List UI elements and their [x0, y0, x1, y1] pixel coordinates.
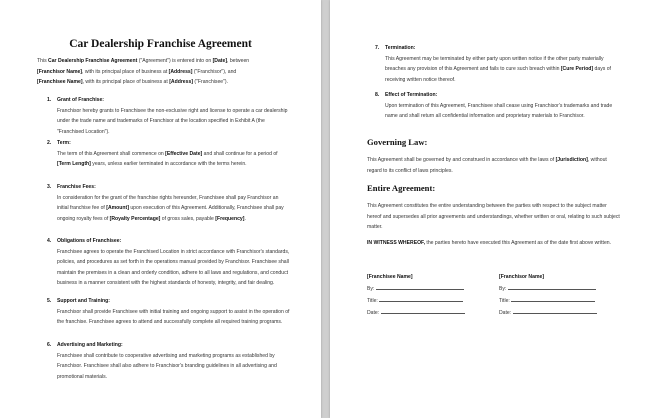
- royalty-placeholder: [Royalty Percentage]: [109, 215, 161, 222]
- section-body: In consideration for the grant of the franchise rights hereunder, Franchisee shall pay Franchisor an initial franchise fee of [Amount] upon execution of this Agreement. Additionally, Franchisee shall pay ongoing royalty fees of [Royalty Percentage] of gross sales, payable [Frequency].: [57, 194, 284, 222]
- document-page-1: [0, 0, 321, 418]
- section-effect-of-termination: [375, 90, 623, 122]
- section-body: This Agreement may be terminated by either party upon written notice if the other party materially breaches any provision of this Agreement and fails to cure such breach within [Cure Period] days of receiving written notice thereof.: [385, 55, 611, 83]
- intro-paragraph: [37, 56, 287, 88]
- effective-date-placeholder: [Effective Date]: [165, 150, 203, 157]
- section-number: 8.: [375, 92, 380, 98]
- intro-text: This: [37, 58, 49, 64]
- section-body: Franchisor shall provide Franchisee with initial training and ongoing support to assist in the operation of the franchise. Franchisee agrees to attend and successfully complete all required training programs.: [57, 308, 290, 326]
- section-number: 2.: [47, 140, 52, 146]
- franchisor-name-placeholder: [Franchisor Name]: [37, 68, 83, 75]
- signature-date-line[interactable]: Date:: [499, 307, 597, 319]
- section-heading: Advertising and Marketing:: [57, 342, 123, 348]
- section-body: Upon termination of this Agreement, Franchisee shall cease using Franchisor's trademarks and trade name and shall return all confidential information and proprietary materials to Franchisor.: [385, 102, 613, 120]
- signature-title-line[interactable]: Title:: [499, 295, 597, 307]
- section-body: Franchisee agrees to operate the Franchised Location in strict accordance with Franchisor's standards, policies, and procedures as set forth in the operations manual provided by Franchisor. Franchisee shall maintain the premises in a clean and orderly condition, adhere to all laws and regulations, and conduct business in a manner consistent with the highest standards of honesty, integrity, and fair dealing.: [57, 248, 290, 287]
- section-franchise-fees: [47, 182, 291, 224]
- section-grant-of-franchise: [47, 95, 291, 137]
- section-obligations: [47, 236, 291, 289]
- section-support-training: [47, 296, 291, 328]
- frequency-placeholder: [Frequency]: [215, 215, 245, 222]
- jurisdiction-placeholder: [Jurisdiction]: [555, 157, 588, 163]
- franchisee-name-placeholder: [Franchisee Name]: [37, 79, 83, 86]
- entire-agreement-heading: Entire Agreement:: [367, 183, 436, 193]
- section-heading: Termination:: [385, 45, 416, 51]
- section-heading: Franchise Fees:: [57, 184, 96, 190]
- governing-law-paragraph: This Agreement shall be governed by and construed in accordance with the laws of [Jurisdiction], without regard to its conflict of laws principles.: [367, 157, 607, 174]
- document-title: Car Dealership Franchise Agreement: [69, 38, 252, 50]
- section-body: Franchisor hereby grants to Franchisee the non-exclusive right and license to operate a car dealership under the trade name and trademarks of Franchisor at the location specified in Exhibit A (the "Franchised Location").: [57, 107, 288, 135]
- cure-period-placeholder: [Cure Period]: [560, 66, 594, 73]
- signature-date-line[interactable]: Date:: [367, 307, 465, 319]
- agreement-name: Car Dealership Franchise Agreement: [48, 58, 138, 64]
- intro-text: , between: [227, 58, 250, 64]
- section-heading: Effect of Termination:: [385, 92, 438, 98]
- entire-agreement-paragraph: This Agreement constitutes the entire understanding between the parties with respect to the subject matter hereof and supersedes all prior agreements and understandings, whether written or oral, relating to such subject matter.: [367, 203, 620, 231]
- section-heading: Term:: [57, 140, 71, 146]
- term-length-placeholder: [Term Length]: [57, 161, 91, 168]
- section-number: 3.: [47, 184, 52, 190]
- franchisor-signature-block: [499, 272, 597, 319]
- section-number: 1.: [47, 97, 52, 103]
- section-body: Franchisee shall contribute to cooperative advertising and marketing programs as established by Franchisor. Franchisee shall also adhere to Franchisor's branding guidelines in all advertising and promotional materials.: [57, 352, 277, 380]
- address-placeholder: [Address]: [169, 79, 193, 86]
- section-number: 6.: [47, 342, 52, 348]
- section-number: 7.: [375, 45, 380, 51]
- witness-paragraph: IN WITNESS WHEREOF, the parties hereto have executed this Agreement as of the date first above written.: [367, 240, 612, 246]
- document-page-2: [330, 0, 652, 418]
- franchisee-signature-block: [367, 272, 465, 319]
- section-term: [47, 138, 291, 170]
- section-heading: Grant of Franchise:: [57, 97, 104, 103]
- section-number: 4.: [47, 238, 52, 244]
- signature-title-line[interactable]: Title:: [367, 295, 465, 307]
- signature-by-line[interactable]: By:: [367, 283, 465, 295]
- signature-party-name: [Franchisor Name]: [499, 274, 545, 280]
- signature-party-name: [Franchisee Name]: [367, 274, 413, 280]
- section-termination: [375, 43, 623, 85]
- section-advertising: [47, 340, 291, 382]
- intro-text: , with its principal place of business at: [82, 79, 170, 86]
- intro-text: ("Franchisee").: [193, 79, 229, 86]
- amount-placeholder: [Amount]: [106, 205, 129, 212]
- address-placeholder: [Address]: [168, 68, 193, 75]
- section-heading: Support and Training:: [57, 298, 110, 304]
- intro-text: ("Agreement") is entered into on: [137, 58, 213, 64]
- section-number: 5.: [47, 298, 52, 304]
- date-placeholder: [Date]: [212, 58, 228, 64]
- intro-text: ("Franchisor"), and: [192, 68, 237, 75]
- section-heading: Obligations of Franchisee:: [57, 238, 122, 244]
- governing-law-heading: Governing Law:: [367, 137, 428, 147]
- signature-by-line[interactable]: By:: [499, 283, 597, 295]
- intro-text: , with its principal place of business at: [82, 68, 169, 75]
- section-body: The term of this Agreement shall commence on [Effective Date] and shall continue for a period of [Term Length] years, unless earlier terminated in accordance with the terms herein.: [57, 150, 278, 168]
